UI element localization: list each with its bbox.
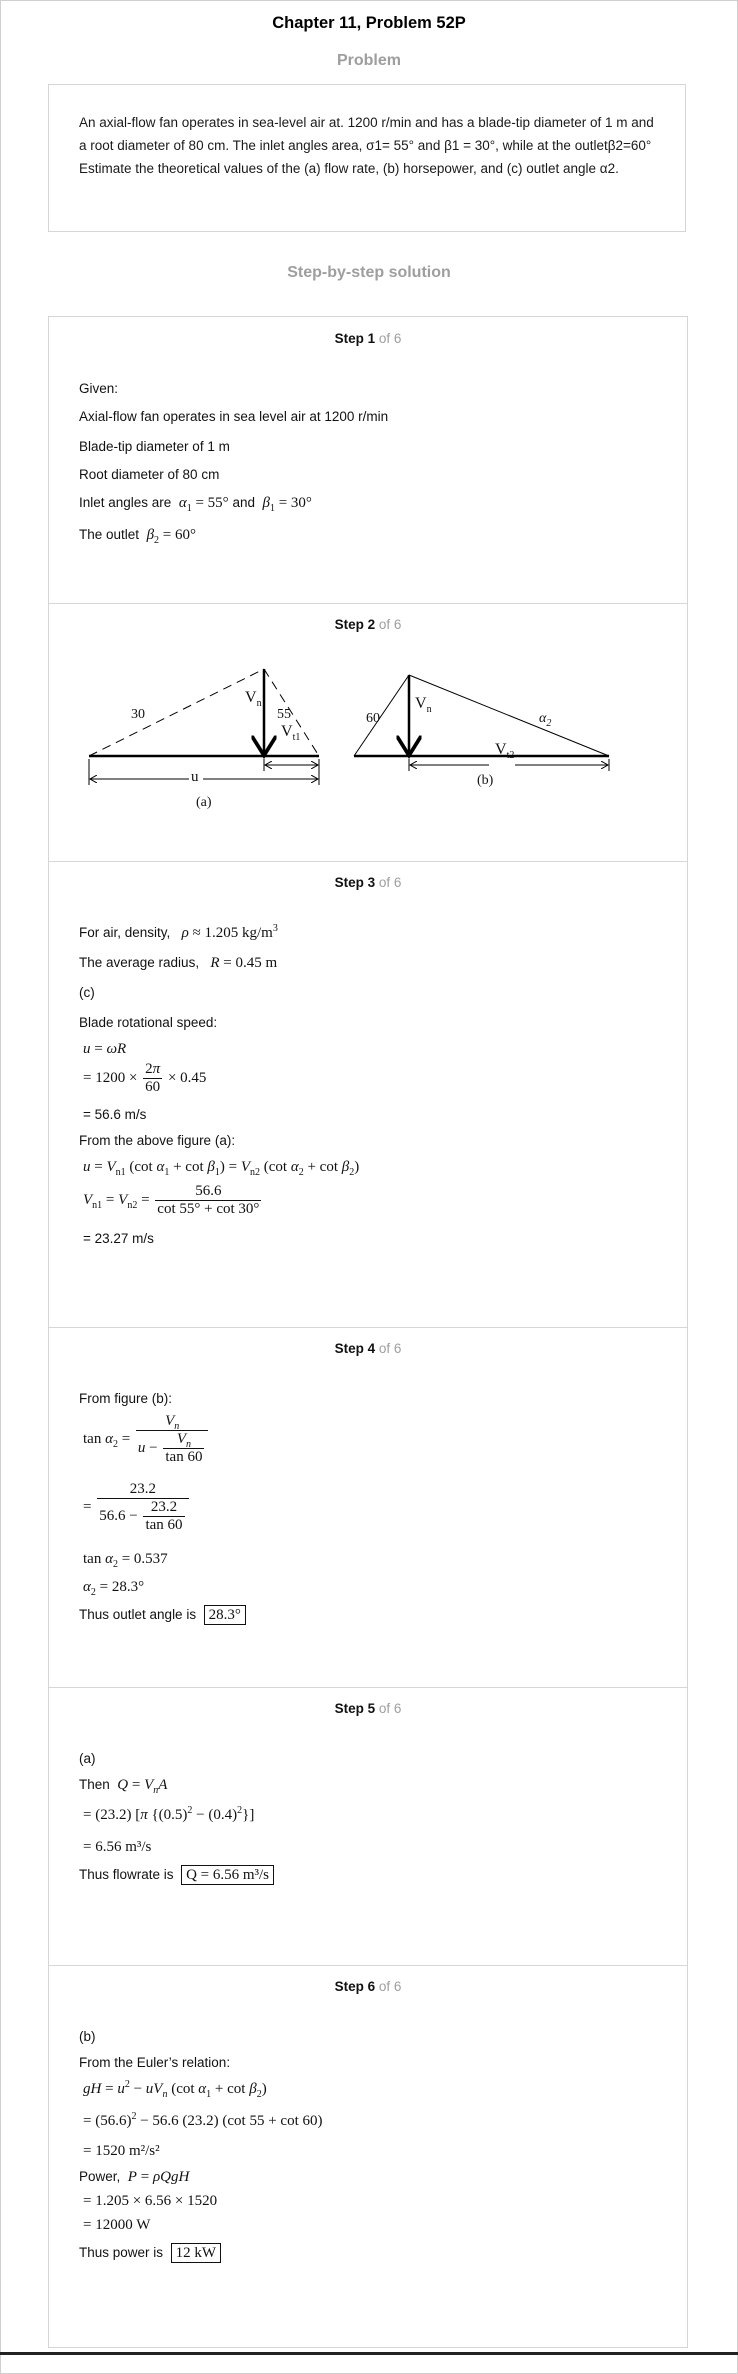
fig-b-caption: (b) [477,773,494,788]
eq-u-omega: u = ωR [83,1041,127,1057]
outlet-angle: The outlet $\beta_2 = 60^\circ$ [79,527,197,546]
fig-b-vn: $V_n$ [415,695,432,716]
eq-u-calc: = 1200 × $\frac{2\pi}{60}$ × 0.45 [83,1061,207,1095]
part-c-label: (c) [79,985,95,1000]
eq-q-formula: Then $Q = V_nA$ [79,1777,168,1796]
step-2-header: Step 2 of 6 [334,617,402,632]
eq-power-result: = 12000 W [83,2217,151,2233]
average-radius: The average radius, R = 0.45 m [79,955,278,971]
eq-euler-calc: = $(56.6)^2 - 56.6$ (23.2) (cot 55 + cot 60) [83,2111,323,2129]
given-line-1: Axial-flow fan operates in sea level air at 1200 r/min [79,409,389,424]
step-6-header: Step 6 of 6 [334,1979,402,1994]
flowrate-value: Q = 6.56 m³/s [181,1865,274,1885]
fig-a-angle-30: 30 [131,707,145,722]
problem-text: An axial-flow fan operates in sea-level air at. 1200 r/min and has a blade-tip diameter of 1 m and a root diameter of 80 cm. The inlet angles area, σ1= 55° and β1 = 30°, while at the outletβ2=60° Estimate the theoretical values of the (a) flow rate, (b) horsepower, and (c) outlet angle α2. [79,115,654,176]
step-divider [49,1687,687,1688]
eq-vn-calc: $V_{n1} = V_{n2}$ = $\frac{56.6}{\cot 55^\circ + \cot 30^\circ}$ [83,1183,260,1217]
eq-power-calc: = 1.205 × 6.56 × 1520 [83,2193,218,2209]
eq-gh-result: = 1520 m²/s² [83,2143,160,2159]
flowrate-answer: Thus flowrate is Q = 6.56 m³/s [79,1867,274,1884]
eq-tan-alpha-result: $\tan \alpha_2 = 0.537$ [83,1551,168,1570]
fig-a-ref: From the above figure (a): [79,1133,236,1148]
power-formula: Power, P = ρQgH [79,2169,190,2185]
fig-a-caption: (a) [196,795,212,810]
fig-a-angle-55: 55 [277,707,291,722]
outlet-angle-answer: Thus outlet angle is 28.3° [79,1607,246,1624]
given-label: Given: [79,381,119,396]
air-density: For air, density, ρ ≈ 1.205 $kg/m^3$ [79,923,278,941]
problem-statement [48,84,686,232]
eq-q-calc: = (23.2) [π $\{(0.5)^2 - (0.4)^2\}$] [83,1805,255,1823]
step-divider [49,1327,687,1328]
step-3-header: Step 3 of 6 [334,875,402,890]
given-line-2: Blade-tip diameter of 1 m [79,439,230,454]
footer-rule [0,2352,738,2355]
part-a-label: (a) [79,1751,96,1766]
fig-b-angle-60: 60 [366,711,380,726]
step-4-header: Step 4 of 6 [334,1341,402,1356]
page-title: Chapter 11, Problem 52P [272,14,466,32]
power-answer: Thus power is 12 kW [79,2245,221,2262]
solution-container [48,316,688,2348]
speed-label: Blade rotational speed: [79,1015,218,1030]
given-line-3: Root diameter of 80 cm [79,467,220,482]
fig-b-vt2: $V_{t2}$ [495,741,515,762]
power-value: 12 kW [171,2243,221,2263]
fig-b-alpha2: $\alpha_2$ [539,711,552,729]
eq-tan-alpha-calc: = 23.2 56.6 − $\frac{23.2}{\tan 60}$ [83,1481,191,1534]
eq-q-result: = 6.56 m³/s [83,1839,152,1855]
eq-vn-result: = 23.27 m/s [83,1231,154,1246]
step-1-header: Step 1 of 6 [334,331,402,346]
fig-b-ref: From figure (b): [79,1391,173,1406]
eq-alpha-result: $\alpha_2 = 28.3^\circ$ [83,1579,145,1598]
step-divider [49,1965,687,1966]
euler-label: From the Euler’s relation: [79,2055,231,2070]
eq-euler: gH = $u^2 - uV_n$ (cot $\alpha_1 + \cot \beta_2$) [83,2079,267,2100]
solution-heading: Step-by-step solution [287,264,451,281]
eq-u-result: = 56.6 m/s [83,1107,147,1122]
part-b-label: (b) [79,2029,96,2044]
eq-tan-alpha-formula: $\tan \alpha_2$ = $V_n$ u − $\frac{V_n}{\tan 60}$ [83,1413,210,1466]
step-5-header: Step 5 of 6 [334,1701,402,1716]
fig-a-u: u [191,769,199,785]
triangle-b [354,675,609,771]
problem-heading: Problem [336,52,401,69]
step-divider [49,861,687,862]
inlet-angles: Inlet angles are $\alpha_1 = 55^\circ$ and $\beta_1 = 30^\circ$ [79,495,312,514]
outlet-angle-value: 28.3° [204,1605,246,1625]
fig-a-vn: $V_n$ [245,689,262,710]
step-divider [49,603,687,604]
fig-a-vt1: $V_{t1}$ [281,723,301,744]
eq-u-vn: $u = V_{n1}$ (cot $\alpha_1 + \cot \beta_1) = V_{n2}$ (cot $\alpha_2 + \cot \beta_2$) [83,1159,360,1178]
